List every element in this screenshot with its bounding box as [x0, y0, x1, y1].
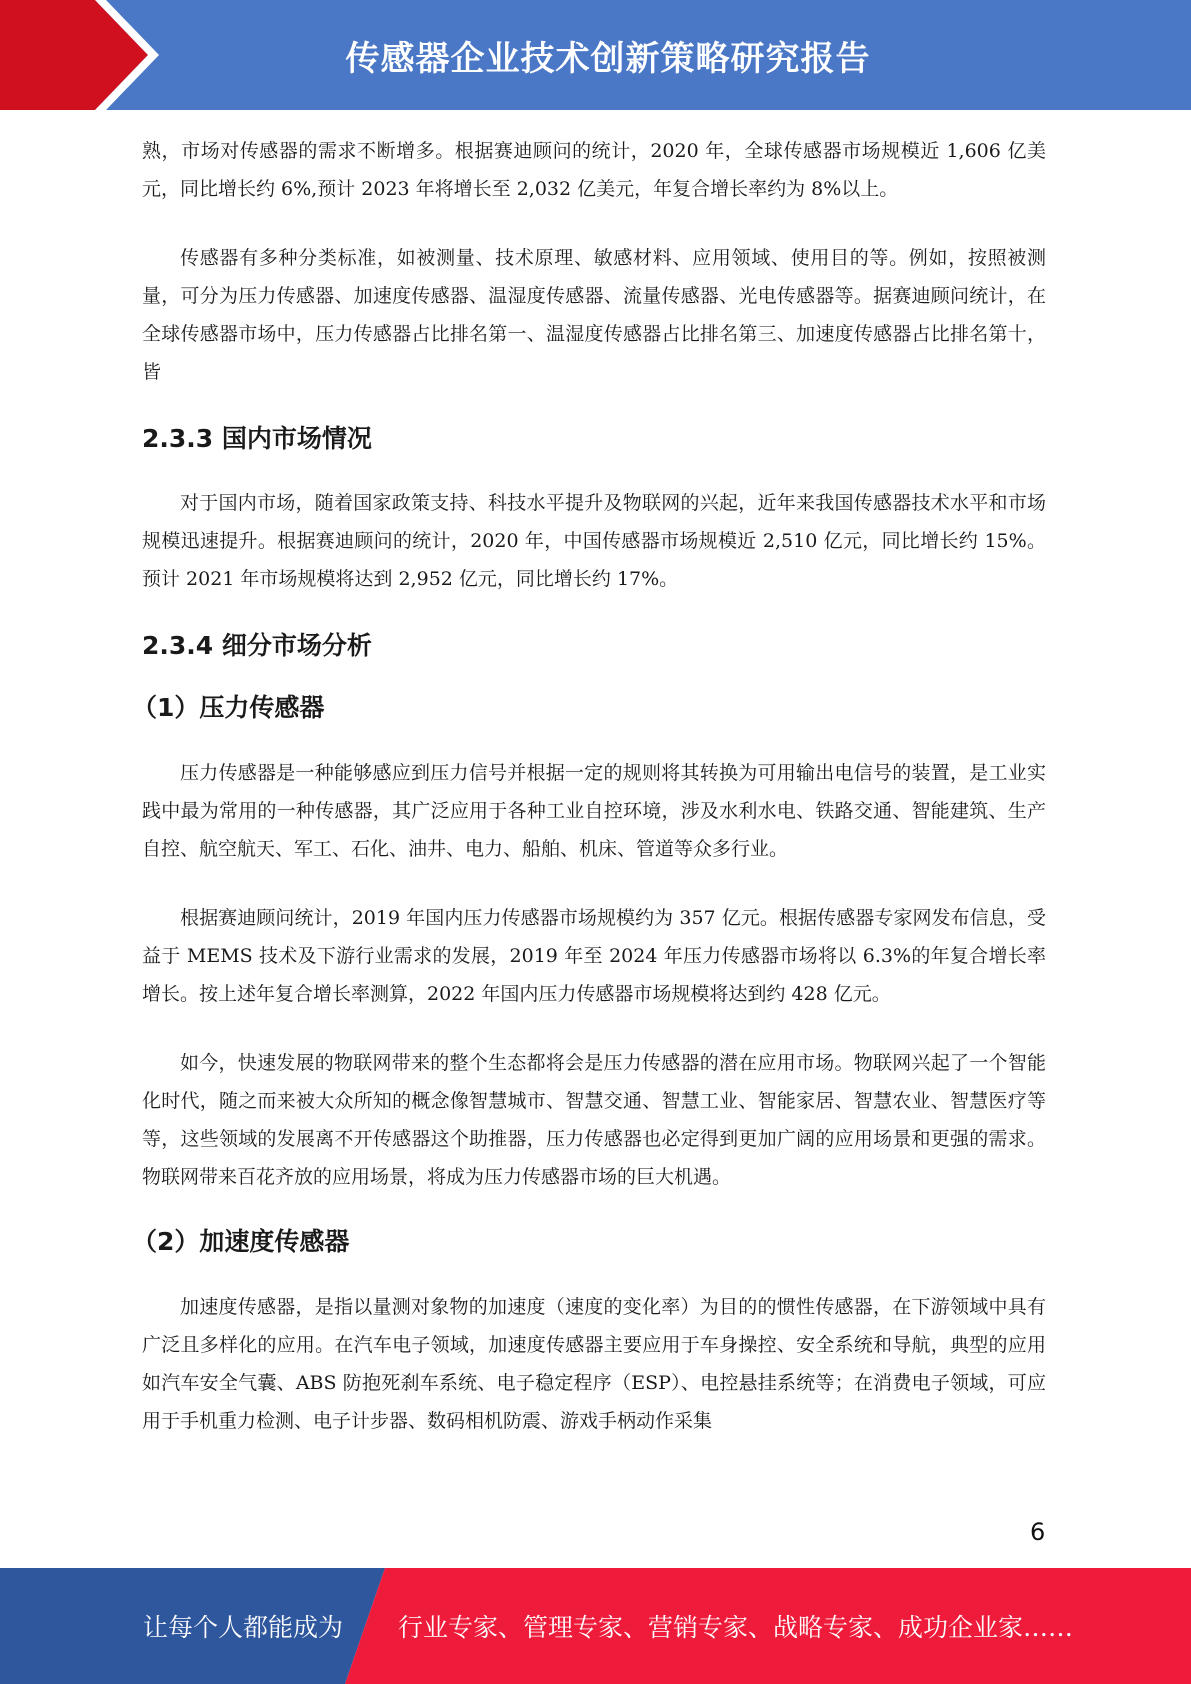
subsection-heading-pressure-sensor: （1）压力传感器	[132, 693, 325, 722]
paragraph: 加速度传感器，是指以量测对象物的加速度（速度的变化率）为目的的惯性传感器，在下游领域中具有广泛且多样化的应用。在汽车电子领域，加速度传感器主要应用于车身操控、安全系统和导航，典型的应用如汽车安全气囊、ABS 防抱死刹车系统、电子稳定程序（ESP）、电控悬挂系统等；在消费电子领域，可应用于手机重力检测、电子计步器、数码相机防震、游戏手柄动作采集	[142, 1296, 1046, 1432]
paragraph: 熟，市场对传感器的需求不断增多。根据赛迪顾问的统计，2020 年，全球传感器市场规模近 1,606 亿美元，同比增长约 6%,预计 2023 年将增长至 2,032 亿美元，年复合增长率约为 8%以上。	[142, 140, 1046, 200]
page-number: 6	[1030, 1518, 1046, 1546]
subsection-heading-acceleration-sensor: （2）加速度传感器	[132, 1227, 350, 1256]
paragraph: 压力传感器是一种能够感应到压力信号并根据一定的规则将其转换为可用输出电信号的装置，是工业实践中最为常用的一种传感器，其广泛应用于各种工业自控环境，涉及水利水电、铁路交通、智能建筑、生产自控、航空航天、军工、石化、油井、电力、船舶、机床、管道等众多行业。	[142, 762, 1046, 860]
section-heading-2-3-3: 2.3.3 国内市场情况	[142, 424, 372, 453]
footer-banner	[0, 1568, 1191, 1684]
paragraph: 对于国内市场，随着国家政策支持、科技水平提升及物联网的兴起，近年来我国传感器技术水平和市场规模迅速提升。根据赛迪顾问的统计，2020 年，中国传感器市场规模近 2,510 亿元，同比增长约 15%。预计 2021 年市场规模将达到 2,952 亿元，同比增长约 17%。	[142, 492, 1046, 590]
paragraph: 根据赛迪顾问统计，2019 年国内压力传感器市场规模约为 357 亿元。根据传感器专家网发布信息，受益于 MEMS 技术及下游行业需求的发展，2019 年至 2024 年压力传感器市场将以 6.3%的年复合增长率增长。按上述年复合增长率测算，2022 年国内压力传感器市场规模将达到约 428 亿元。	[142, 907, 1046, 1005]
footer-slogan-right: 行业专家、管理专家、营销专家、战略专家、成功企业家……	[398, 1613, 1074, 1642]
footer-slogan-left: 让每个人都能成为	[143, 1613, 344, 1642]
header-banner	[0, 0, 1191, 110]
document-body	[132, 132, 1046, 1471]
paragraph: 传感器有多种分类标准，如被测量、技术原理、敏感材料、应用领域、使用目的等。例如，按照被测量，可分为压力传感器、加速度传感器、温湿度传感器、流量传感器、光电传感器等。据赛迪顾问统计，在全球传感器市场中，压力传感器占比排名第一、温湿度传感器占比排名第三、加速度传感器占比排名第十，皆	[142, 247, 1046, 383]
section-heading-2-3-4: 2.3.4 细分市场分析	[142, 631, 372, 660]
report-title: 传感器企业技术创新策略研究报告	[345, 38, 871, 79]
paragraph: 如今，快速发展的物联网带来的整个生态都将会是压力传感器的潜在应用市场。物联网兴起了一个智能化时代，随之而来被大众所知的概念像智慧城市、智慧交通、智慧工业、智能家居、智慧农业、智慧医疗等等，这些领域的发展离不开传感器这个助推器，压力传感器也必定得到更加广阔的应用场景和更强的需求。物联网带来百花齐放的应用场景，将成为压力传感器市场的巨大机遇。	[142, 1052, 1046, 1188]
